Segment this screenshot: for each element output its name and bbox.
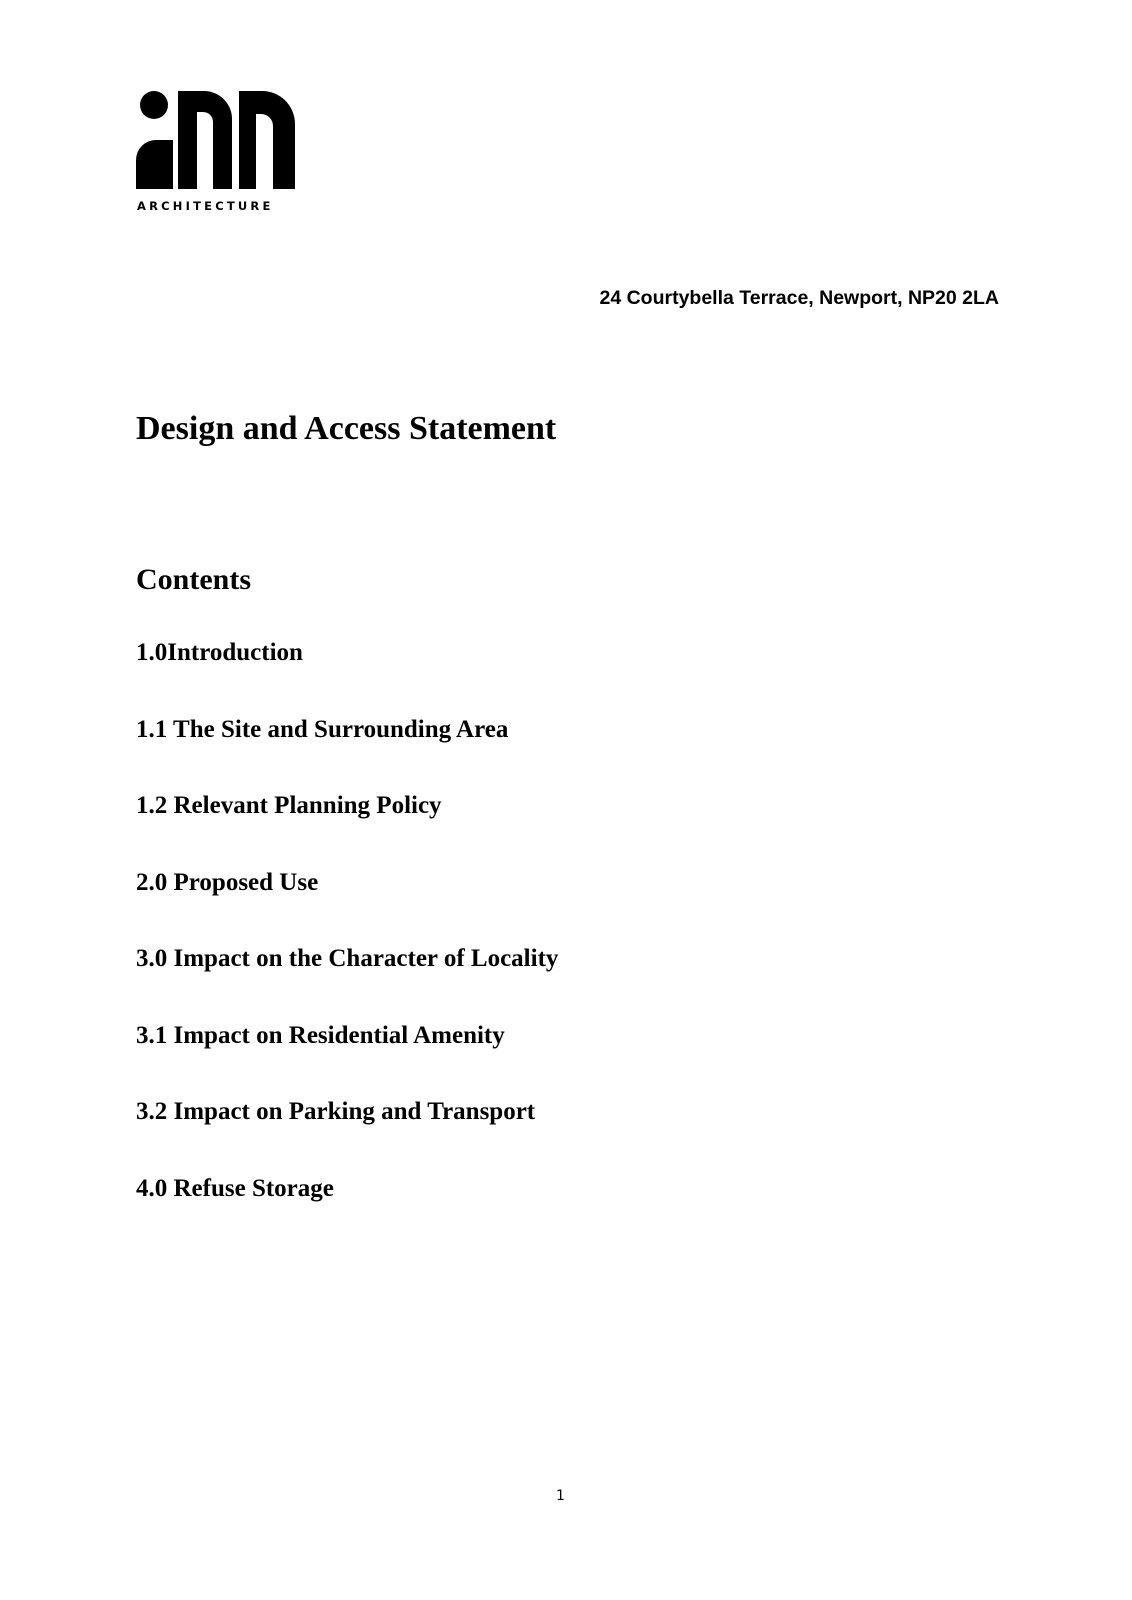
- toc-item: 1.1 The Site and Surrounding Area: [136, 715, 509, 743]
- toc-item: 1.2 Relevant Planning Policy: [136, 792, 442, 819]
- toc-item: 2.0 Proposed Use: [136, 868, 319, 896]
- toc-item: 3.2 Impact on Parking and Transport: [136, 1098, 536, 1125]
- logo-wordmark: ARCHITECTURE: [137, 199, 274, 213]
- table-of-contents: [136, 640, 558, 1252]
- toc-item: 3.1 Impact on Residential Amenity: [136, 1021, 505, 1049]
- toc-item: 1.0Introduction: [136, 639, 303, 666]
- toc-item: 4.0 Refuse Storage: [136, 1174, 334, 1202]
- contents-heading: Contents: [136, 563, 252, 596]
- toc-item: 3.0 Impact on the Character of Locality: [136, 945, 559, 972]
- site-address: 24 Courtybella Terrace, Newport, NP20 2LA: [599, 287, 999, 309]
- am-monogram-icon: [136, 88, 304, 192]
- document-title: Design and Access Statement: [136, 410, 557, 447]
- company-logo: [136, 88, 304, 218]
- page-number: 1: [556, 1488, 565, 1504]
